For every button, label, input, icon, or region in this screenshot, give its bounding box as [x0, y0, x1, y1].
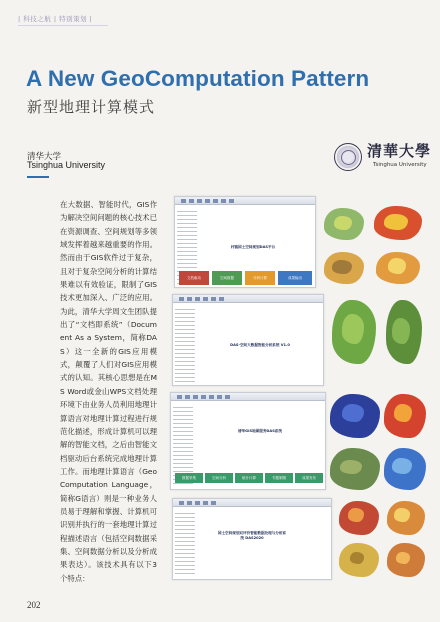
map-image: [320, 248, 368, 288]
ribbon-toolbar: [175, 197, 315, 205]
figure-collage: [160, 192, 430, 584]
screenshot-panel-1: [174, 196, 316, 288]
panel-3-caption: 清华GIS地图服务DAS系统: [238, 429, 282, 433]
panel-1-button: 分析计算: [245, 271, 275, 285]
panel-3-button: 成果发布: [295, 473, 323, 483]
map-image: [382, 294, 426, 370]
panel-4-caption: 国土空间规划双评价智能数据处理与分析系统 DAS2020: [217, 531, 287, 540]
panel-3-button: 统计计算: [235, 473, 263, 483]
ribbon-toolbar: [171, 393, 325, 401]
panel-1-button: 成果输出: [278, 271, 312, 285]
author-cn: 清华大学: [27, 152, 62, 162]
screenshot-panel-2: [172, 294, 324, 386]
map-image: [328, 444, 382, 494]
panel-1-button: 文档驱动: [179, 271, 209, 285]
university-logo-cn: 清華大學: [367, 142, 432, 160]
article-title-en: A New GeoComputation Pattern: [26, 66, 370, 91]
map-image: [382, 444, 428, 494]
header-divider: [18, 25, 108, 26]
document-outline: [175, 306, 195, 382]
map-image: [372, 248, 424, 288]
document-outline: [175, 510, 195, 576]
author-divider: [27, 176, 49, 178]
map-image: [370, 202, 426, 244]
ribbon-toolbar: [173, 499, 331, 507]
ribbon-toolbar: [173, 295, 323, 303]
panel-3-button: 数据采集: [175, 473, 203, 483]
map-image: [336, 540, 382, 580]
map-image: [382, 390, 428, 442]
map-image: [320, 204, 368, 244]
screenshot-panel-3: [170, 392, 326, 490]
map-image: [384, 540, 428, 580]
screenshot-panel-4: [172, 498, 332, 580]
map-image: [384, 498, 428, 538]
university-seal-icon: [334, 143, 362, 171]
section-header: | 科技之航 | 特别策划 |: [18, 15, 93, 23]
article-title-cn: 新型地理计算模式: [27, 98, 156, 116]
panel-2-caption: DAS-空间大数据智能分析系统 V1.0: [230, 343, 290, 347]
panel-1-caption: 村镇国土空间规划DAS平台: [230, 245, 276, 249]
author-en: Tsinghua University: [27, 160, 106, 170]
page-number: 202: [27, 600, 41, 610]
map-image: [336, 498, 382, 538]
map-image: [328, 390, 382, 442]
article-body: 在大数据、智能时代，GIS作为解决空间问题的核心技术已在资源调查、空间规划等多领域发挥着越来越重要的作用。然而由于GIS软件过于复杂，且对于复杂空间分析的计算结果难以有效验证，限制了GIS技术更加深入、广泛的应用。为此，清华大学周文生团队提出了“文档即系统”（Document As a System，简称DAS）这一全新的GIS应用模式，颠覆了人们对GIS应用模式的认知。其核心思想是在MS Word或金山WPS文档处理环境下由业务人员利用地理计算语言对地理计算过程进行规范化描述，形成计算机可以理解的智能文档，之后由智能文档驱动后台系统完成地理计算工作。而地理计算语言（GeoComputation Language，简称G语言）则是一种业务人员易于理解和掌握、计算机可识别并执行的一套地理计算过程描述语言（包括空间数据采集、空间数据分析以及分析成果表达）。该技术具有以下3个特点：: [60, 200, 157, 583]
panel-3-button: 空间分析: [205, 473, 233, 483]
panel-1-button: 空间数据: [212, 271, 242, 285]
panel-3-button: 专题制图: [265, 473, 293, 483]
university-logo-en: Tsinghua University: [373, 162, 427, 168]
map-image: [328, 294, 380, 370]
